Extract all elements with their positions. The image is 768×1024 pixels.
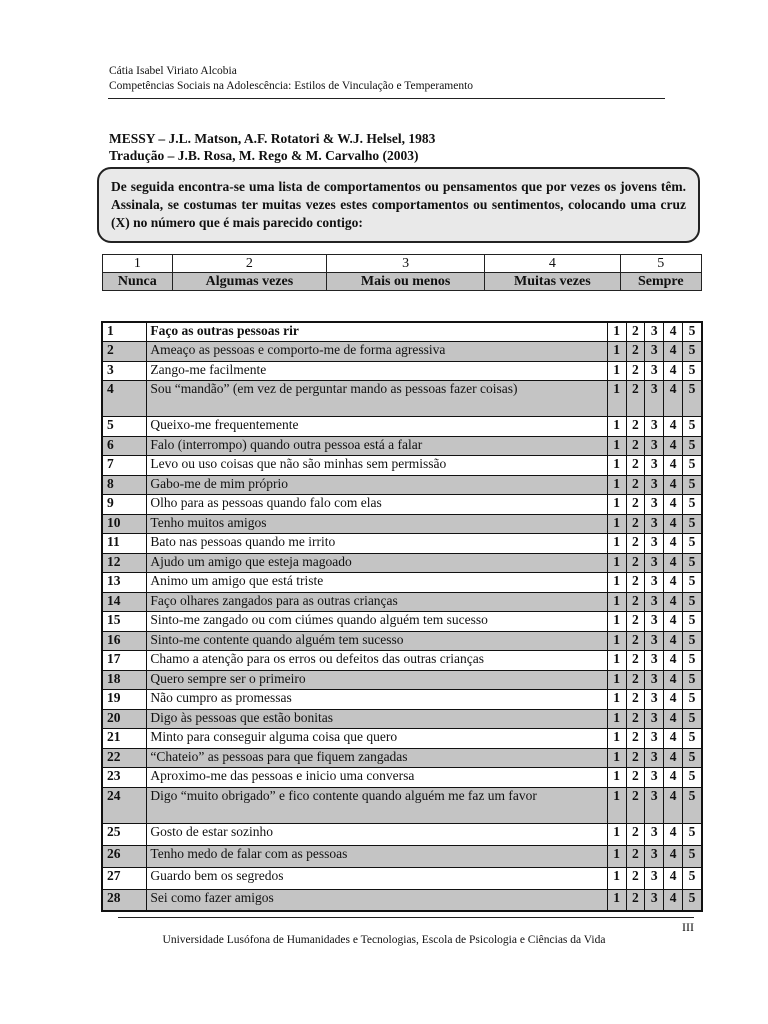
rating-option-4[interactable]: 4 <box>664 631 683 651</box>
response-scale <box>102 254 702 291</box>
rating-option-2[interactable]: 2 <box>626 651 645 671</box>
item-number: 2 <box>102 342 147 362</box>
item-row <box>102 514 702 534</box>
scale-number: 3 <box>327 255 485 273</box>
item-row <box>102 845 702 867</box>
rating-option-1[interactable]: 1 <box>607 553 626 573</box>
item-row <box>102 456 702 476</box>
rating-option-5[interactable]: 5 <box>683 417 702 437</box>
rating-option-3[interactable]: 3 <box>645 823 664 845</box>
rating-option-4[interactable]: 4 <box>664 342 683 362</box>
scale-labels-row <box>103 273 702 291</box>
rating-option-2[interactable]: 2 <box>626 889 645 911</box>
rating-option-3[interactable]: 3 <box>645 436 664 456</box>
item-row <box>102 417 702 437</box>
reference-translation: Tradução – J.B. Rosa, M. Rego & M. Carvalho (2003) <box>109 148 419 163</box>
header-divider <box>108 98 665 99</box>
rating-option-1[interactable]: 1 <box>607 495 626 515</box>
item-number: 9 <box>102 495 147 515</box>
rating-option-1[interactable]: 1 <box>607 342 626 362</box>
item-number: 23 <box>102 768 147 788</box>
item-number: 20 <box>102 709 147 729</box>
item-text: Guardo bem os segredos <box>147 867 607 889</box>
item-number: 11 <box>102 534 147 554</box>
page-footer: Universidade Lusófona de Humanidades e Tecnologias, Escola de Psicologia e Ciências da Vida <box>162 934 606 946</box>
rating-option-3[interactable]: 3 <box>645 456 664 476</box>
rating-option-1[interactable]: 1 <box>607 592 626 612</box>
item-number: 3 <box>102 361 147 381</box>
rating-option-2[interactable]: 2 <box>626 787 645 823</box>
rating-option-1[interactable]: 1 <box>607 475 626 495</box>
rating-option-4[interactable]: 4 <box>664 436 683 456</box>
scale-label: Algumas vezes <box>172 273 327 291</box>
rating-option-3[interactable]: 3 <box>645 787 664 823</box>
rating-option-2[interactable]: 2 <box>626 534 645 554</box>
item-text: Zango-me facilmente <box>147 361 607 381</box>
rating-option-5[interactable]: 5 <box>683 514 702 534</box>
rating-option-1[interactable]: 1 <box>607 889 626 911</box>
rating-option-2[interactable]: 2 <box>626 709 645 729</box>
rating-option-1[interactable]: 1 <box>607 514 626 534</box>
rating-option-1[interactable]: 1 <box>607 787 626 823</box>
item-number: 21 <box>102 729 147 749</box>
rating-option-1[interactable]: 1 <box>607 748 626 768</box>
rating-option-5[interactable]: 5 <box>683 495 702 515</box>
rating-option-2[interactable]: 2 <box>626 573 645 593</box>
rating-option-5[interactable]: 5 <box>683 322 702 342</box>
rating-option-3[interactable]: 3 <box>645 514 664 534</box>
item-text: Não cumpro as promessas <box>147 690 607 710</box>
rating-option-2[interactable]: 2 <box>626 768 645 788</box>
rating-option-3[interactable]: 3 <box>645 729 664 749</box>
item-text: Faço olhares zangados para as outras crianças <box>147 592 607 612</box>
item-text: Tenho muitos amigos <box>147 514 607 534</box>
rating-option-5[interactable]: 5 <box>683 612 702 632</box>
rating-option-3[interactable]: 3 <box>645 534 664 554</box>
rating-option-5[interactable]: 5 <box>683 748 702 768</box>
item-text: Bato nas pessoas quando me irrito <box>147 534 607 554</box>
rating-option-2[interactable]: 2 <box>626 553 645 573</box>
rating-option-4[interactable]: 4 <box>664 573 683 593</box>
rating-option-1[interactable]: 1 <box>607 709 626 729</box>
item-number: 24 <box>102 787 147 823</box>
rating-option-2[interactable]: 2 <box>626 417 645 437</box>
rating-option-1[interactable]: 1 <box>607 456 626 476</box>
rating-option-4[interactable]: 4 <box>664 553 683 573</box>
rating-option-2[interactable]: 2 <box>626 845 645 867</box>
rating-option-1[interactable]: 1 <box>607 729 626 749</box>
item-row <box>102 361 702 381</box>
rating-option-5[interactable]: 5 <box>683 670 702 690</box>
rating-option-3[interactable]: 3 <box>645 612 664 632</box>
rating-option-3[interactable]: 3 <box>645 670 664 690</box>
rating-option-2[interactable]: 2 <box>626 436 645 456</box>
item-text: Quero sempre ser o primeiro <box>147 670 607 690</box>
rating-option-1[interactable]: 1 <box>607 361 626 381</box>
item-number: 6 <box>102 436 147 456</box>
rating-option-2[interactable]: 2 <box>626 322 645 342</box>
scale-label: Sempre <box>620 273 701 291</box>
rating-option-3[interactable]: 3 <box>645 709 664 729</box>
scale-number: 2 <box>172 255 327 273</box>
page-number: III <box>682 920 694 934</box>
rating-option-5[interactable]: 5 <box>683 845 702 867</box>
rating-option-5[interactable]: 5 <box>683 709 702 729</box>
rating-option-4[interactable]: 4 <box>664 768 683 788</box>
rating-option-4[interactable]: 4 <box>664 787 683 823</box>
rating-option-4[interactable]: 4 <box>664 322 683 342</box>
item-text: Levo ou uso coisas que não são minhas sem permissão <box>147 456 607 476</box>
rating-option-5[interactable]: 5 <box>683 787 702 823</box>
rating-option-2[interactable]: 2 <box>626 475 645 495</box>
rating-option-2[interactable]: 2 <box>626 342 645 362</box>
scale-label: Muitas vezes <box>485 273 620 291</box>
item-row <box>102 670 702 690</box>
items-table <box>101 321 703 912</box>
rating-option-5[interactable]: 5 <box>683 381 702 417</box>
item-text: “Chateio” as pessoas para que fiquem zangadas <box>147 748 607 768</box>
item-text: Queixo-me frequentemente <box>147 417 607 437</box>
rating-option-4[interactable]: 4 <box>664 729 683 749</box>
header-author: Cátia Isabel Viriato Alcobia <box>109 65 237 77</box>
scale-number: 5 <box>620 255 701 273</box>
scale-label: Nunca <box>103 273 173 291</box>
rating-option-5[interactable]: 5 <box>683 823 702 845</box>
item-row <box>102 823 702 845</box>
item-row <box>102 889 702 911</box>
rating-option-4[interactable]: 4 <box>664 456 683 476</box>
rating-option-1[interactable]: 1 <box>607 670 626 690</box>
rating-option-5[interactable]: 5 <box>683 729 702 749</box>
item-number: 8 <box>102 475 147 495</box>
rating-option-3[interactable]: 3 <box>645 495 664 515</box>
item-text: Gosto de estar sozinho <box>147 823 607 845</box>
item-text: Sinto-me zangado ou com ciúmes quando alguém tem sucesso <box>147 612 607 632</box>
rating-option-4[interactable]: 4 <box>664 748 683 768</box>
rating-option-1[interactable]: 1 <box>607 690 626 710</box>
item-number: 17 <box>102 651 147 671</box>
rating-option-1[interactable]: 1 <box>607 322 626 342</box>
item-row <box>102 631 702 651</box>
rating-option-3[interactable]: 3 <box>645 889 664 911</box>
rating-option-3[interactable]: 3 <box>645 768 664 788</box>
item-row <box>102 322 702 342</box>
rating-option-3[interactable]: 3 <box>645 845 664 867</box>
rating-option-5[interactable]: 5 <box>683 631 702 651</box>
rating-option-4[interactable]: 4 <box>664 651 683 671</box>
rating-option-2[interactable]: 2 <box>626 592 645 612</box>
item-number: 19 <box>102 690 147 710</box>
rating-option-4[interactable]: 4 <box>664 495 683 515</box>
rating-option-4[interactable]: 4 <box>664 592 683 612</box>
rating-option-4[interactable]: 4 <box>664 534 683 554</box>
rating-option-2[interactable]: 2 <box>626 631 645 651</box>
rating-option-5[interactable]: 5 <box>683 592 702 612</box>
item-text: Faço as outras pessoas rir <box>147 322 607 342</box>
scale-label: Mais ou menos <box>327 273 485 291</box>
item-row <box>102 748 702 768</box>
item-row <box>102 436 702 456</box>
item-row <box>102 495 702 515</box>
rating-option-3[interactable]: 3 <box>645 553 664 573</box>
rating-option-4[interactable]: 4 <box>664 670 683 690</box>
item-text: Ameaço as pessoas e comporto-me de forma agressiva <box>147 342 607 362</box>
item-row <box>102 381 702 417</box>
item-number: 12 <box>102 553 147 573</box>
rating-option-4[interactable]: 4 <box>664 612 683 632</box>
rating-option-2[interactable]: 2 <box>626 495 645 515</box>
item-row <box>102 690 702 710</box>
rating-option-2[interactable]: 2 <box>626 670 645 690</box>
rating-option-4[interactable]: 4 <box>664 867 683 889</box>
rating-option-5[interactable]: 5 <box>683 553 702 573</box>
rating-option-1[interactable]: 1 <box>607 573 626 593</box>
item-row <box>102 553 702 573</box>
item-row <box>102 475 702 495</box>
rating-option-3[interactable]: 3 <box>645 748 664 768</box>
item-text: Digo “muito obrigado” e fico contente quando alguém me faz um favor <box>147 787 607 823</box>
rating-option-2[interactable]: 2 <box>626 867 645 889</box>
rating-option-5[interactable]: 5 <box>683 889 702 911</box>
rating-option-3[interactable]: 3 <box>645 592 664 612</box>
item-text: Olho para as pessoas quando falo com elas <box>147 495 607 515</box>
item-row <box>102 534 702 554</box>
reference-block <box>109 130 435 164</box>
rating-option-4[interactable]: 4 <box>664 823 683 845</box>
rating-option-4[interactable]: 4 <box>664 845 683 867</box>
rating-option-2[interactable]: 2 <box>626 361 645 381</box>
reference-original: MESSY – J.L. Matson, A.F. Rotatori & W.J. Helsel, 1983 <box>109 131 436 146</box>
item-number: 7 <box>102 456 147 476</box>
rating-option-4[interactable]: 4 <box>664 475 683 495</box>
rating-option-3[interactable]: 3 <box>645 867 664 889</box>
rating-option-2[interactable]: 2 <box>626 823 645 845</box>
item-number: 5 <box>102 417 147 437</box>
header-title: Competências Sociais na Adolescência: Estilos de Vinculação e Temperamento <box>109 80 474 92</box>
rating-option-4[interactable]: 4 <box>664 361 683 381</box>
item-number: 18 <box>102 670 147 690</box>
footer-divider <box>118 917 694 918</box>
item-text: Sei como fazer amigos <box>147 889 607 911</box>
scale-number: 4 <box>485 255 620 273</box>
item-row <box>102 787 702 823</box>
rating-option-4[interactable]: 4 <box>664 889 683 911</box>
item-number: 15 <box>102 612 147 632</box>
item-text: Sou “mandão” (em vez de perguntar mando as pessoas fazer coisas) <box>147 381 607 417</box>
rating-option-2[interactable]: 2 <box>626 690 645 710</box>
rating-option-1[interactable]: 1 <box>607 417 626 437</box>
item-row <box>102 768 702 788</box>
rating-option-4[interactable]: 4 <box>664 381 683 417</box>
item-text: Chamo a atenção para os erros ou defeitos das outras crianças <box>147 651 607 671</box>
rating-option-2[interactable]: 2 <box>626 381 645 417</box>
item-row <box>102 867 702 889</box>
item-row <box>102 592 702 612</box>
rating-option-2[interactable]: 2 <box>626 748 645 768</box>
scale-number: 1 <box>103 255 173 273</box>
item-text: Sinto-me contente quando alguém tem sucesso <box>147 631 607 651</box>
rating-option-3[interactable]: 3 <box>645 573 664 593</box>
rating-option-2[interactable]: 2 <box>626 729 645 749</box>
rating-option-3[interactable]: 3 <box>645 381 664 417</box>
rating-option-1[interactable]: 1 <box>607 612 626 632</box>
rating-option-5[interactable]: 5 <box>683 361 702 381</box>
item-row <box>102 342 702 362</box>
rating-option-2[interactable]: 2 <box>626 612 645 632</box>
rating-option-1[interactable]: 1 <box>607 436 626 456</box>
item-number: 1 <box>102 322 147 342</box>
item-number: 27 <box>102 867 147 889</box>
rating-option-5[interactable]: 5 <box>683 342 702 362</box>
rating-option-3[interactable]: 3 <box>645 342 664 362</box>
item-text: Minto para conseguir alguma coisa que quero <box>147 729 607 749</box>
scale-numbers-row <box>103 255 702 273</box>
rating-option-4[interactable]: 4 <box>664 417 683 437</box>
rating-option-5[interactable]: 5 <box>683 768 702 788</box>
rating-option-5[interactable]: 5 <box>683 573 702 593</box>
item-number: 10 <box>102 514 147 534</box>
rating-option-5[interactable]: 5 <box>683 534 702 554</box>
rating-option-1[interactable]: 1 <box>607 823 626 845</box>
rating-option-1[interactable]: 1 <box>607 768 626 788</box>
rating-option-1[interactable]: 1 <box>607 867 626 889</box>
item-number: 14 <box>102 592 147 612</box>
item-row <box>102 612 702 632</box>
rating-option-3[interactable]: 3 <box>645 361 664 381</box>
rating-option-1[interactable]: 1 <box>607 534 626 554</box>
rating-option-5[interactable]: 5 <box>683 456 702 476</box>
instructions-box: De seguida encontra-se uma lista de comportamentos ou pensamentos que por vezes os jovens têm. Assinala, se costumas ter muitas vezes estes comportamentos ou sentimentos, colocando uma cruz (X) no número que é mais parecido contigo: <box>97 167 700 243</box>
item-number: 25 <box>102 823 147 845</box>
rating-option-2[interactable]: 2 <box>626 456 645 476</box>
item-number: 28 <box>102 889 147 911</box>
rating-option-1[interactable]: 1 <box>607 381 626 417</box>
item-text: Digo às pessoas que estão bonitas <box>147 709 607 729</box>
rating-option-3[interactable]: 3 <box>645 417 664 437</box>
item-text: Animo um amigo que está triste <box>147 573 607 593</box>
rating-option-5[interactable]: 5 <box>683 867 702 889</box>
rating-option-5[interactable]: 5 <box>683 475 702 495</box>
rating-option-3[interactable]: 3 <box>645 651 664 671</box>
rating-option-4[interactable]: 4 <box>664 514 683 534</box>
page-header <box>109 64 473 94</box>
item-row <box>102 573 702 593</box>
rating-option-1[interactable]: 1 <box>607 631 626 651</box>
item-row <box>102 651 702 671</box>
rating-option-1[interactable]: 1 <box>607 651 626 671</box>
item-text: Ajudo um amigo que esteja magoado <box>147 553 607 573</box>
item-row <box>102 729 702 749</box>
rating-option-1[interactable]: 1 <box>607 845 626 867</box>
item-text: Tenho medo de falar com as pessoas <box>147 845 607 867</box>
item-number: 4 <box>102 381 147 417</box>
rating-option-5[interactable]: 5 <box>683 690 702 710</box>
rating-option-2[interactable]: 2 <box>626 514 645 534</box>
item-row <box>102 709 702 729</box>
rating-option-5[interactable]: 5 <box>683 436 702 456</box>
item-text: Falo (interrompo) quando outra pessoa está a falar <box>147 436 607 456</box>
rating-option-3[interactable]: 3 <box>645 690 664 710</box>
rating-option-3[interactable]: 3 <box>645 475 664 495</box>
rating-option-4[interactable]: 4 <box>664 690 683 710</box>
item-number: 16 <box>102 631 147 651</box>
rating-option-3[interactable]: 3 <box>645 631 664 651</box>
item-number: 13 <box>102 573 147 593</box>
rating-option-5[interactable]: 5 <box>683 651 702 671</box>
item-number: 22 <box>102 748 147 768</box>
item-text: Aproximo-me das pessoas e inicio uma conversa <box>147 768 607 788</box>
rating-option-4[interactable]: 4 <box>664 709 683 729</box>
item-number: 26 <box>102 845 147 867</box>
rating-option-3[interactable]: 3 <box>645 322 664 342</box>
item-text: Gabo-me de mim próprio <box>147 475 607 495</box>
